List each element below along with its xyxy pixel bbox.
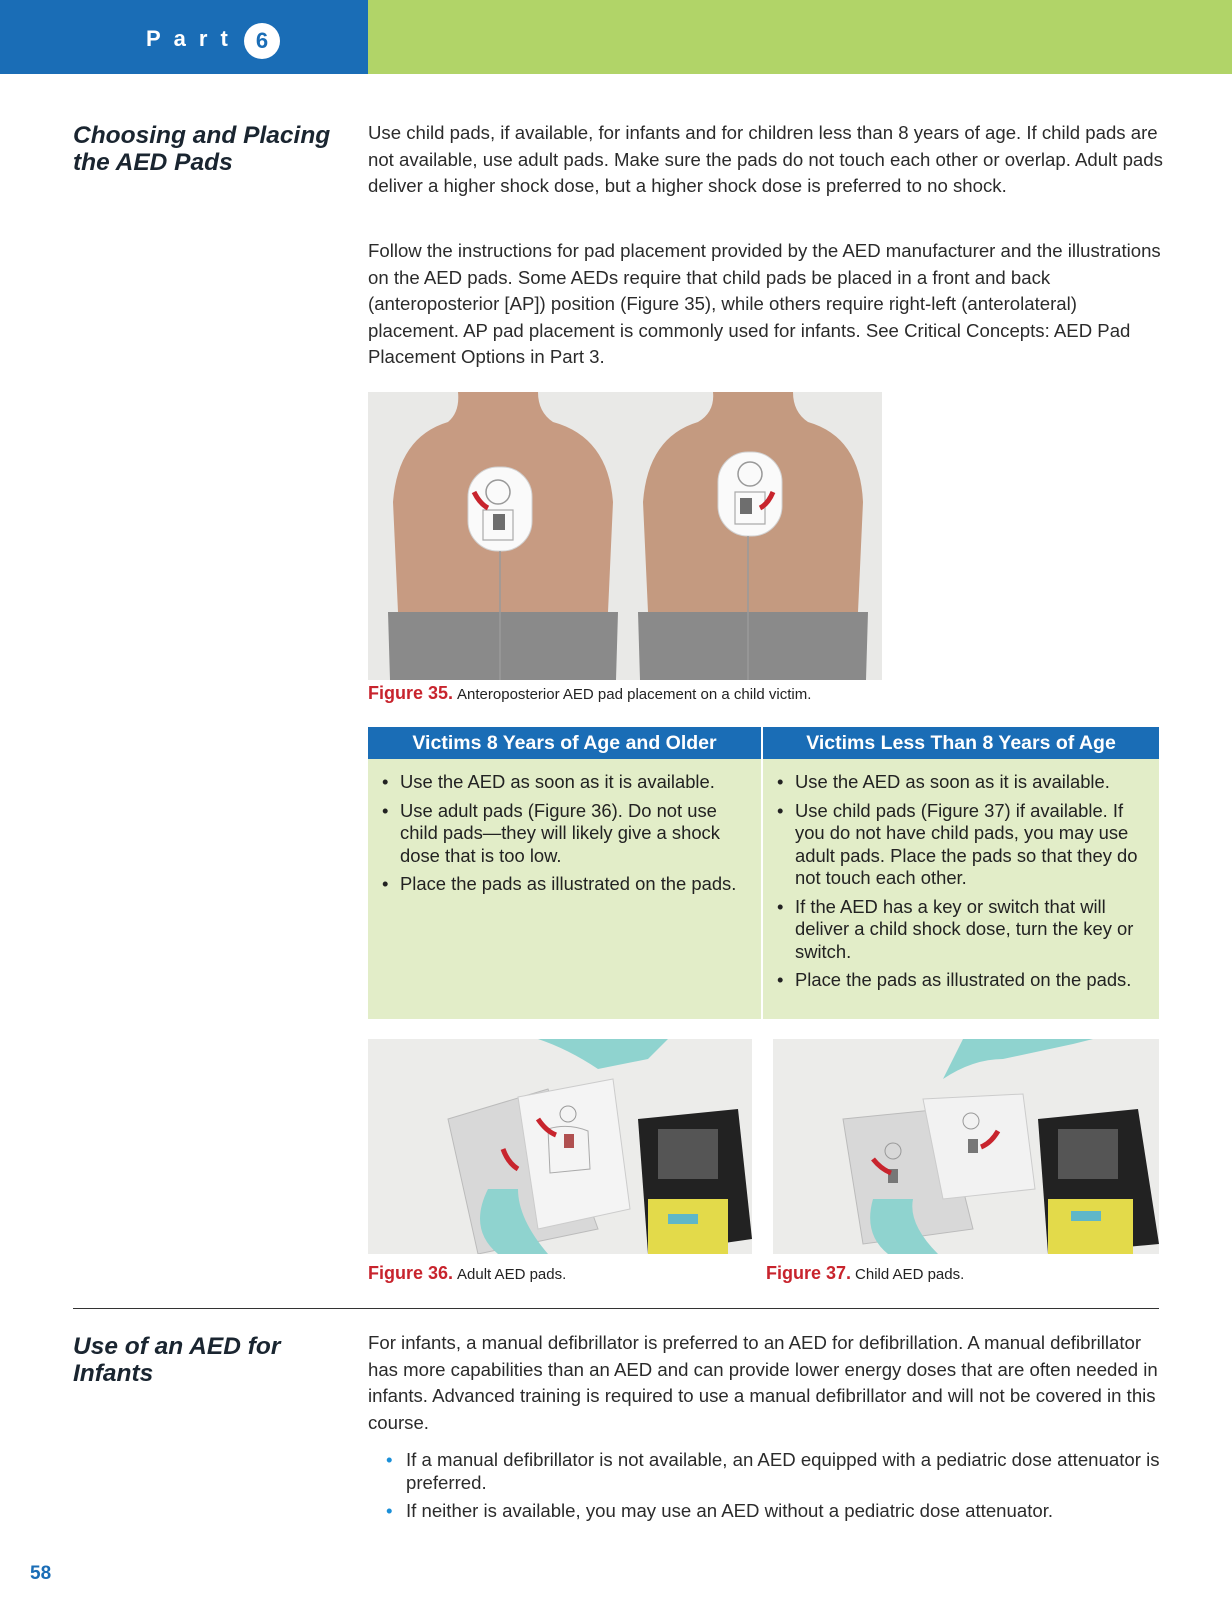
figure-37-photo xyxy=(773,1039,1159,1254)
table-cell-younger xyxy=(763,759,1159,1019)
paragraph-child-pads: Use child pads, if available, for infants and for children less than 8 years of age. If child pads are not available, use adult pads. Make sure the pads do not touch each other or overlap. Adult pads deliver a higher shock dose, but a higher shock dose is preferred to no shock. xyxy=(368,122,1163,196)
list-item: • Use the AED as soon as it is available. xyxy=(382,771,752,794)
paragraph-manual-defibrillator: For infants, a manual defibrillator is preferred to an AED for defibrillation. A manual defibrillator has more capabilities than an AED and can provide lower energy doses that are often needed in infants. Advanced training is required to use a manual defibrillator and will not be covered in this course. xyxy=(368,1332,1158,1433)
list-item: • Use child pads (Figure 37) if available. If you do not have child pads, you may use adult pads. Place the pads so that they do not touch each other. xyxy=(777,800,1149,890)
figure-35-text: Anteroposterior AED pad placement on a child victim. xyxy=(457,686,812,703)
figure-35-label: Figure 35. xyxy=(368,683,454,703)
figure-37-text: Child AED pads. xyxy=(855,1266,965,1283)
section-divider xyxy=(73,1308,1159,1309)
list-item: • Use adult pads (Figure 36). Do not use child pads—they will likely give a shock dose that is too low. xyxy=(382,800,752,868)
part-label: Part xyxy=(146,26,241,51)
list-item: • If the AED has a key or switch that will deliver a child shock dose, turn the key or switch. xyxy=(777,896,1149,964)
list-item: • If neither is available, you may use an AED without a pediatric dose attenuator. xyxy=(382,1500,1162,1523)
figure-36-photo xyxy=(368,1039,752,1254)
header-green-band xyxy=(368,0,1232,74)
part-number-badge: 6 xyxy=(244,23,280,59)
figure-36-text: Adult AED pads. xyxy=(457,1266,567,1283)
figure-35-photo xyxy=(368,392,882,680)
table-header-older: Victims 8 Years of Age and Older xyxy=(368,727,761,759)
figure-37-caption xyxy=(766,1263,964,1284)
age-comparison-table xyxy=(368,727,1159,1019)
figure-36-caption xyxy=(368,1263,566,1284)
list-item: • Use the AED as soon as it is available. xyxy=(777,771,1149,794)
paragraph-pad-placement: Follow the instructions for pad placement provided by the AED manufacturer and the illustrations on the AED pads. Some AEDs require that child pads be placed in a front and back (anteroposterior [AP]) position (Figure 35), while others require right-left (anterolateral) placement. AP pad placement is commonly used for infants. See Critical Concepts: AED Pad Placement Options in Part 3. xyxy=(368,240,1161,367)
section-heading-infants: Use of an AED for Infants xyxy=(73,1333,281,1387)
infant-aed-bullets xyxy=(382,1449,1162,1529)
page-number: 58 xyxy=(30,1563,52,1584)
table-cell-older xyxy=(368,759,761,1019)
list-item: • Place the pads as illustrated on the pads. xyxy=(382,873,752,896)
figure-36-label: Figure 36. xyxy=(368,1263,454,1283)
table-header-younger: Victims Less Than 8 Years of Age xyxy=(763,727,1159,759)
figure-37-label: Figure 37. xyxy=(766,1263,852,1283)
section-heading-pads: Choosing and Placing the AED Pads xyxy=(73,122,331,176)
list-item: • Place the pads as illustrated on the pads. xyxy=(777,969,1149,992)
figure-35-caption xyxy=(368,683,811,704)
list-item: • If a manual defibrillator is not available, an AED equipped with a pediatric dose attenuator is preferred. xyxy=(382,1449,1162,1494)
